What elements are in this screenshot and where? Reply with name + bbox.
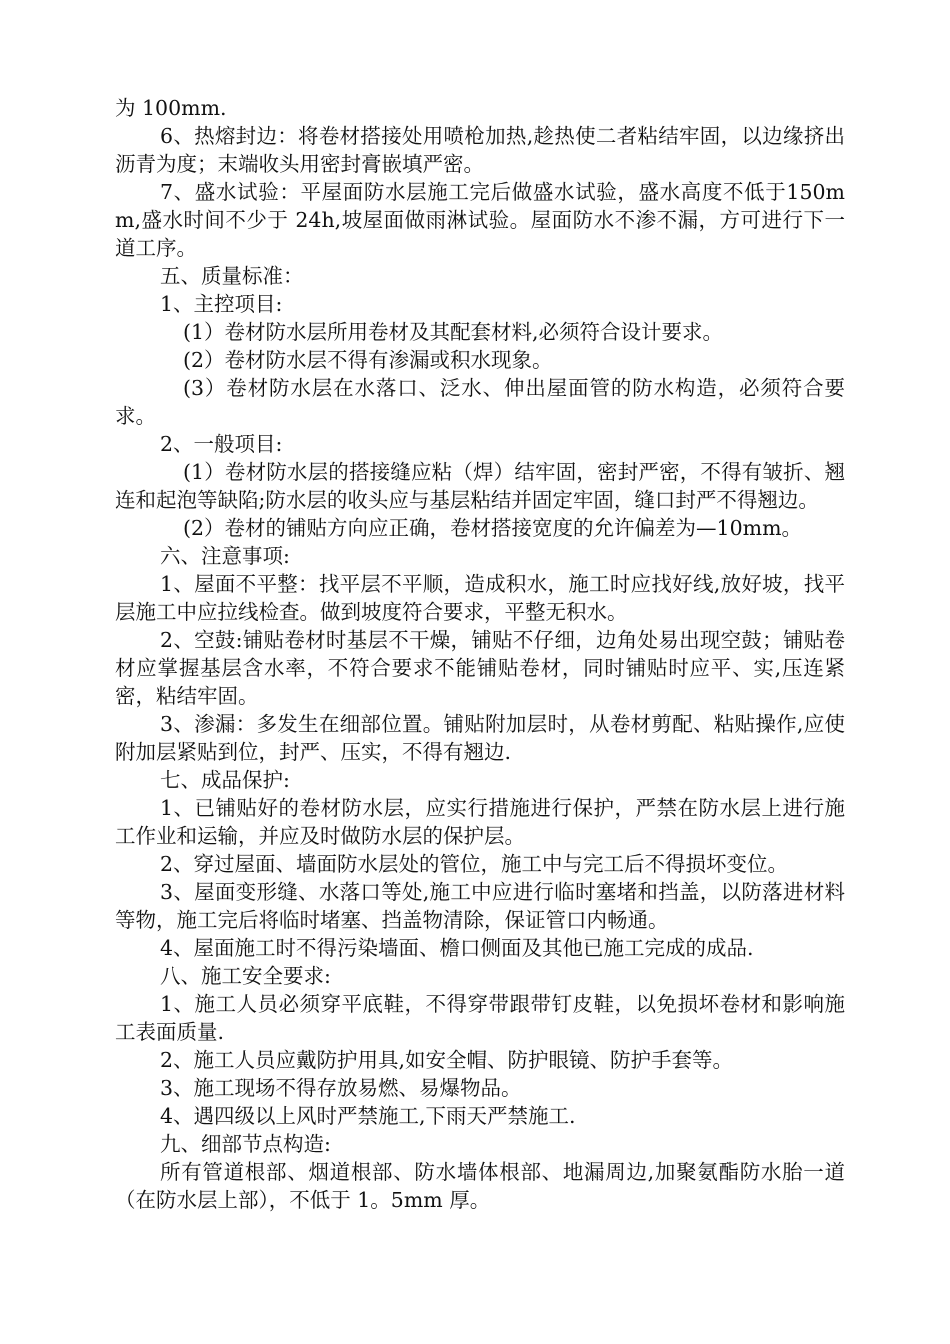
section-heading: 六、注意事项:	[160, 544, 290, 568]
list-item: (2）卷材防水层不得有渗漏或积水现象。	[183, 348, 553, 372]
paragraph: 1、已铺贴好的卷材防水层，应实行措施进行保护，严禁在防水层上进行施工作业和运输，并应及时做防水层的保护层。	[115, 796, 845, 848]
subsection-heading: 1、主控项目:	[160, 292, 283, 316]
document-body	[115, 94, 845, 1214]
paragraph: 为 100mm.	[115, 96, 227, 120]
paragraph: 2、穿过屋面、墙面防水层处的管位，施工中与完工后不得损坏变位。	[160, 852, 789, 876]
paragraph: 1、施工人员必须穿平底鞋，不得穿带跟带钉皮鞋，以免损坏卷材和影响施工表面质量.	[115, 992, 845, 1044]
paragraph: 4、遇四级以上风时严禁施工,下雨天严禁施工.	[160, 1104, 576, 1128]
list-item: (3）卷材防水层在水落口、泛水、伸出屋面管的防水构造，必须符合要求。	[115, 376, 845, 428]
paragraph: 2、施工人员应戴防护用具,如安全帽、防护眼镜、防护手套等。	[160, 1048, 734, 1072]
section-heading: 九、细部节点构造:	[160, 1132, 331, 1156]
section-heading: 七、成品保护:	[160, 768, 290, 792]
paragraph: 4、屋面施工时不得污染墙面、檐口侧面及其他已施工完成的成品.	[160, 936, 754, 960]
paragraph: 6、热熔封边：将卷材搭接处用喷枪加热,趁热使二者粘结牢固，以边缘挤出沥青为度；末端收头用密封膏嵌填严密。	[115, 124, 845, 176]
list-item: (1）卷材防水层所用卷材及其配套材料,必须符合设计要求。	[183, 320, 724, 344]
paragraph: 1、屋面不平整：找平层不平顺，造成积水，施工时应找好线,放好坡，找平层施工中应拉线检查。做到坡度符合要求，平整无积水。	[115, 572, 845, 624]
paragraph: 2、空鼓:铺贴卷材时基层不干燥，铺贴不仔细，边角处易出现空鼓；铺贴卷材应掌握基层含水率，不符合要求不能铺贴卷材，同时铺贴时应平、实,压连紧密，粘结牢固。	[115, 628, 845, 708]
paragraph: 所有管道根部、烟道根部、防水墙体根部、地漏周边,加聚氨酯防水胎一道（在防水层上部），不低于 1。5mm 厚。	[115, 1160, 845, 1212]
paragraph: 7、盛水试验：平屋面防水层施工完后做盛水试验，盛水高度不低于150mm,盛水时间不少于 24h,坡屋面做雨淋试验。屋面防水不渗不漏，方可进行下一道工序。	[115, 180, 845, 260]
list-item: (2）卷材的铺贴方向应正确，卷材搭接宽度的允许偏差为—10mm。	[183, 516, 803, 540]
paragraph: 3、屋面变形缝、水落口等处,施工中应进行临时塞堵和挡盖，以防落进材料等物，施工完后将临时堵塞、挡盖物清除，保证管口内畅通。	[115, 880, 845, 932]
subsection-heading: 2、一般项目:	[160, 432, 283, 456]
list-item: (1）卷材防水层的搭接缝应粘（焊）结牢固，密封严密，不得有皱折、翘连和起泡等缺陷;防水层的收头应与基层粘结并固定牢固，缝口封严不得翘边。	[115, 460, 845, 512]
section-heading: 五、质量标准：	[160, 264, 304, 288]
paragraph: 3、渗漏：多发生在细部位置。铺贴附加层时，从卷材剪配、粘贴操作,应使附加层紧贴到位，封严、压实，不得有翘边.	[115, 712, 845, 764]
section-heading: 八、施工安全要求:	[160, 964, 331, 988]
paragraph: 3、施工现场不得存放易燃、易爆物品。	[160, 1076, 522, 1100]
